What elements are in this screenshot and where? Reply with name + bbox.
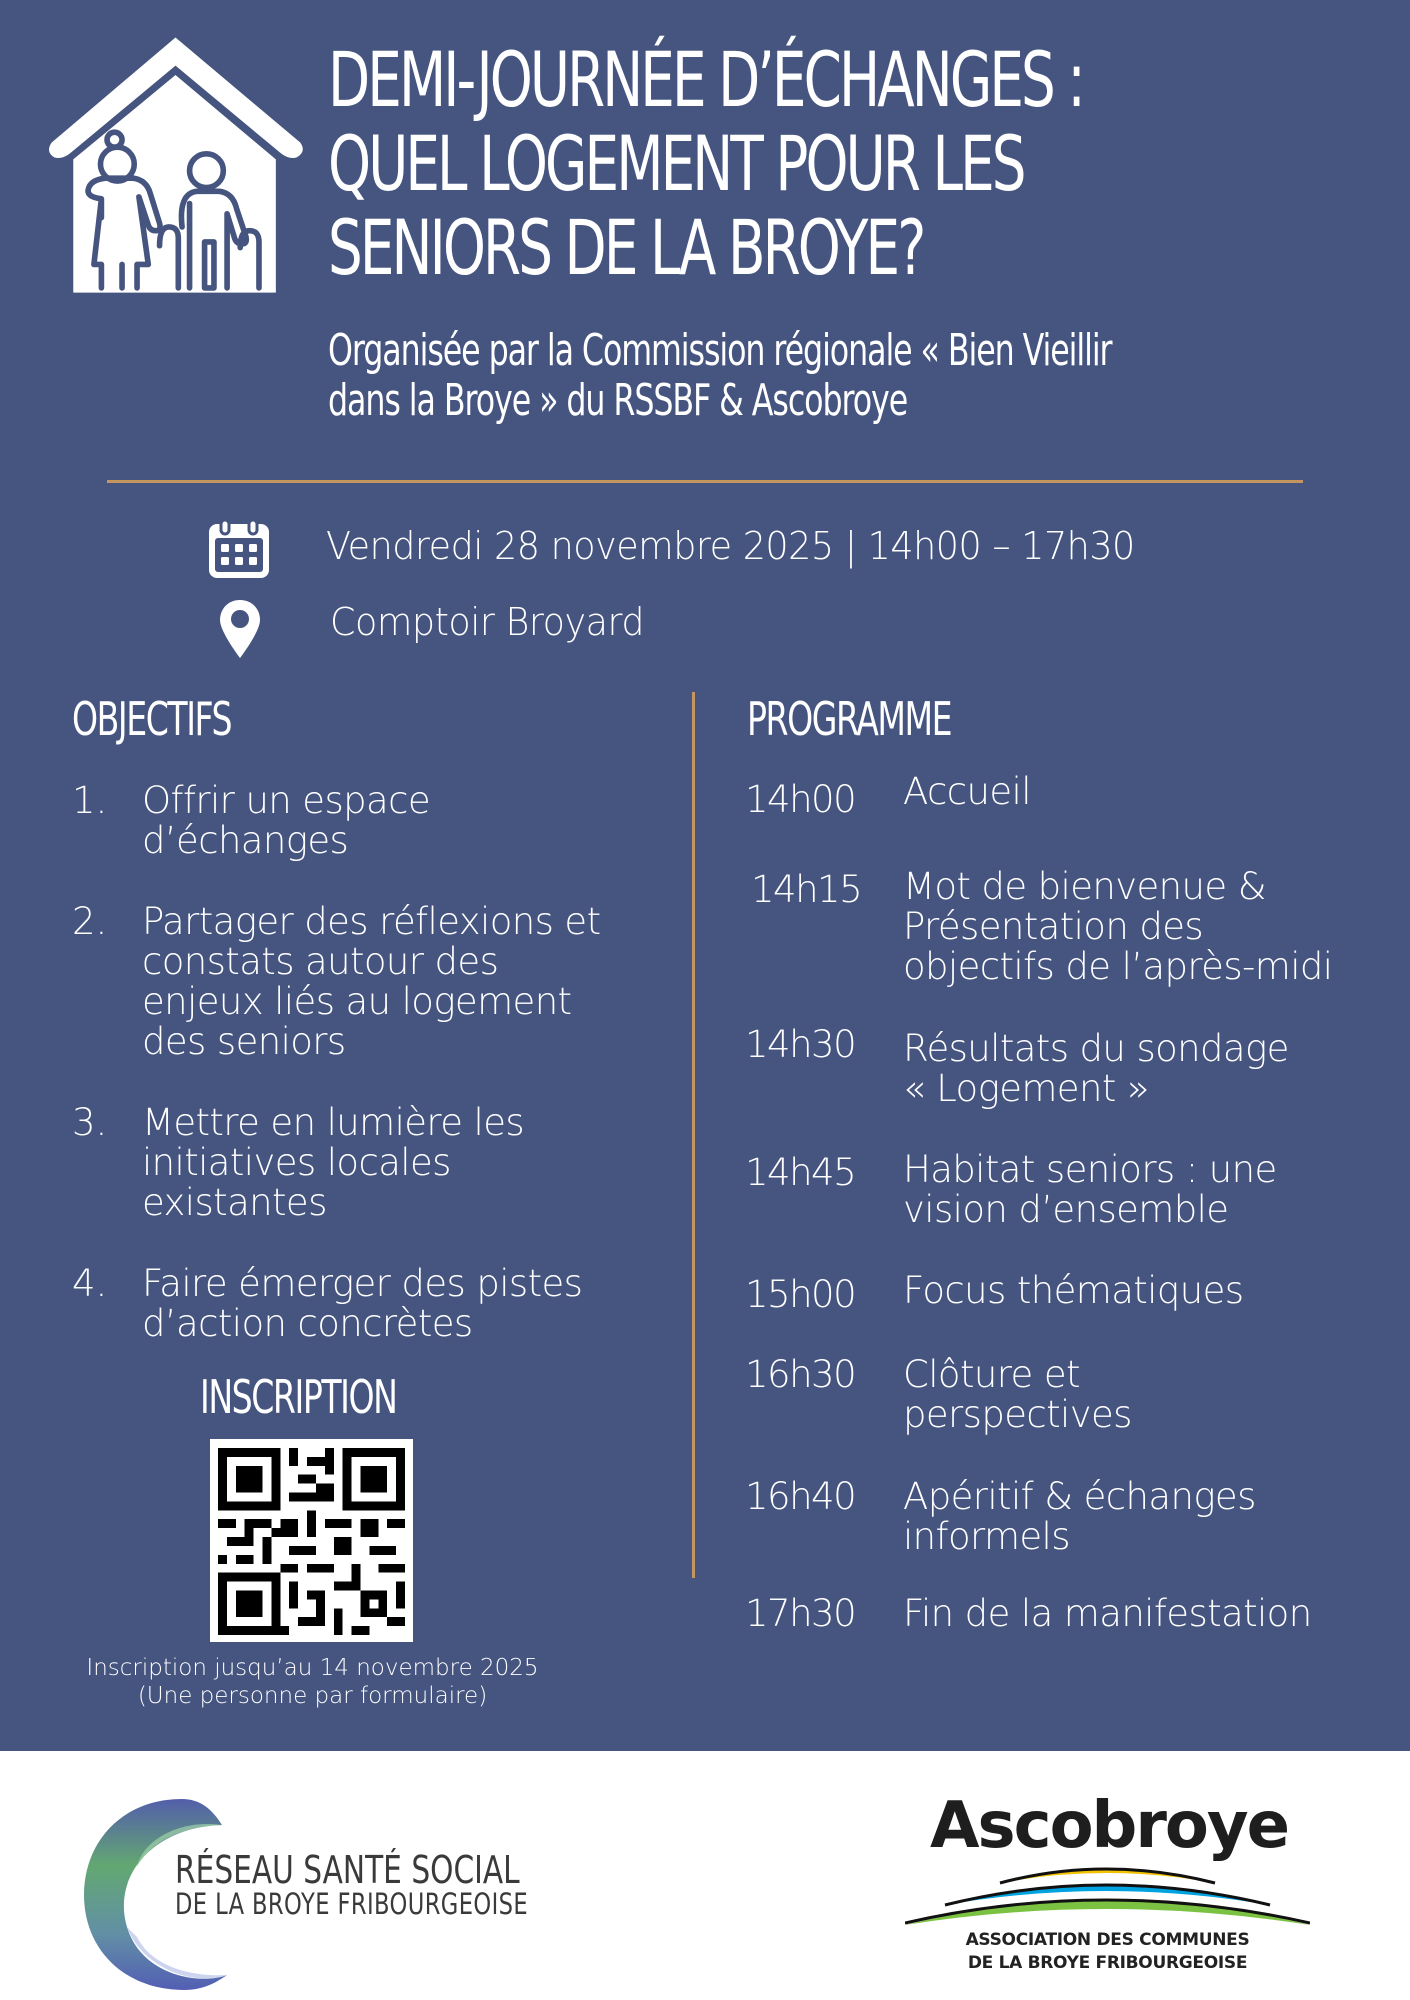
programme-time: 15h00 — [745, 1273, 856, 1316]
programme-text: Clôture et perspectives — [903, 1353, 1132, 1436]
programme-text: Résultats du sondage « Logement » — [903, 1027, 1289, 1110]
objective-text: Faire émerger des pistes d’action concrètes — [142, 1262, 583, 1345]
programme-time: 14h45 — [745, 1151, 856, 1194]
ascobroye-logo-text: Ascobroye — [930, 1789, 1288, 1863]
ascobroye-subtitle-line2: DE LA BROYE FRIBOURGEOISE — [967, 1953, 1248, 1973]
inscription-heading: INSCRIPTION — [200, 1370, 397, 1424]
registration-note: (Une personne par formulaire) — [137, 1683, 488, 1709]
programme-text: Mot de bienvenue & Présentation des objectifs de l’après-midi — [903, 865, 1333, 988]
ascobroye-waves-icon — [905, 1855, 1310, 1935]
objective-text: Mettre en lumière les initiatives locales existantes — [142, 1101, 525, 1224]
programme-time: 16h40 — [745, 1475, 856, 1518]
organizer-subtitle — [328, 326, 1111, 426]
qr-code-icon[interactable] — [210, 1439, 413, 1642]
map-pin-icon — [218, 598, 262, 660]
event-date-time: Vendredi 28 novembre 2025 | 14h00 – 17h30 — [326, 524, 1135, 568]
programme-time: 14h15 — [751, 868, 862, 911]
calendar-icon — [207, 514, 271, 580]
programme-time: 16h30 — [745, 1353, 856, 1396]
objective-number: 2. — [72, 900, 108, 943]
programme-text: Habitat seniors : une vision d’ensemble — [903, 1148, 1277, 1231]
horizontal-divider — [107, 480, 1303, 483]
title-line-2: QUEL LOGEMENT POUR LES — [328, 119, 1024, 208]
objective-text: Offrir un espace d’échanges — [142, 779, 431, 862]
vertical-divider — [692, 692, 695, 1578]
registration-deadline: Inscription jusqu’au 14 novembre 2025 — [86, 1655, 539, 1681]
objective-text: Partager des réflexions et constats autour des enjeux liés au logement des seniors — [142, 900, 601, 1063]
objective-number: 4. — [72, 1262, 108, 1305]
title-line-3: SENIORS DE LA BROYE? — [328, 203, 924, 292]
page-title — [328, 35, 1091, 292]
programme-heading: PROGRAMME — [747, 692, 952, 746]
objective-number: 3. — [72, 1101, 108, 1144]
subtitle-line-2: dans la Broye » du RSSBF & Ascobroye — [328, 375, 908, 426]
programme-time: 14h30 — [745, 1023, 856, 1066]
objective-number: 1. — [72, 779, 108, 822]
event-location: Comptoir Broyard — [330, 600, 645, 644]
programme-text: Accueil — [903, 770, 1031, 813]
programme-text: Focus thématiques — [903, 1269, 1244, 1312]
rssbf-name-line2: DE LA BROYE FRIBOURGEOISE — [175, 1887, 529, 1921]
programme-text: Fin de la manifestation — [903, 1592, 1312, 1635]
objectifs-heading: OBJECTIFS — [72, 692, 232, 746]
ascobroye-subtitle-line1: ASSOCIATION DES COMMUNES — [965, 1930, 1250, 1950]
programme-text: Apéritif & échanges informels — [903, 1475, 1256, 1558]
subtitle-line-1: Organisée par la Commission régionale « Bien Vieillir — [328, 325, 1112, 376]
programme-time: 14h00 — [745, 778, 856, 821]
programme-time: 17h30 — [745, 1592, 856, 1635]
title-line-1: DEMI-JOURNÉE D’ÉCHANGES : — [328, 35, 1083, 124]
house-with-seniors-icon — [38, 30, 313, 302]
rssbf-name-line1: RÉSEAU SANTÉ SOCIAL — [175, 1848, 520, 1892]
